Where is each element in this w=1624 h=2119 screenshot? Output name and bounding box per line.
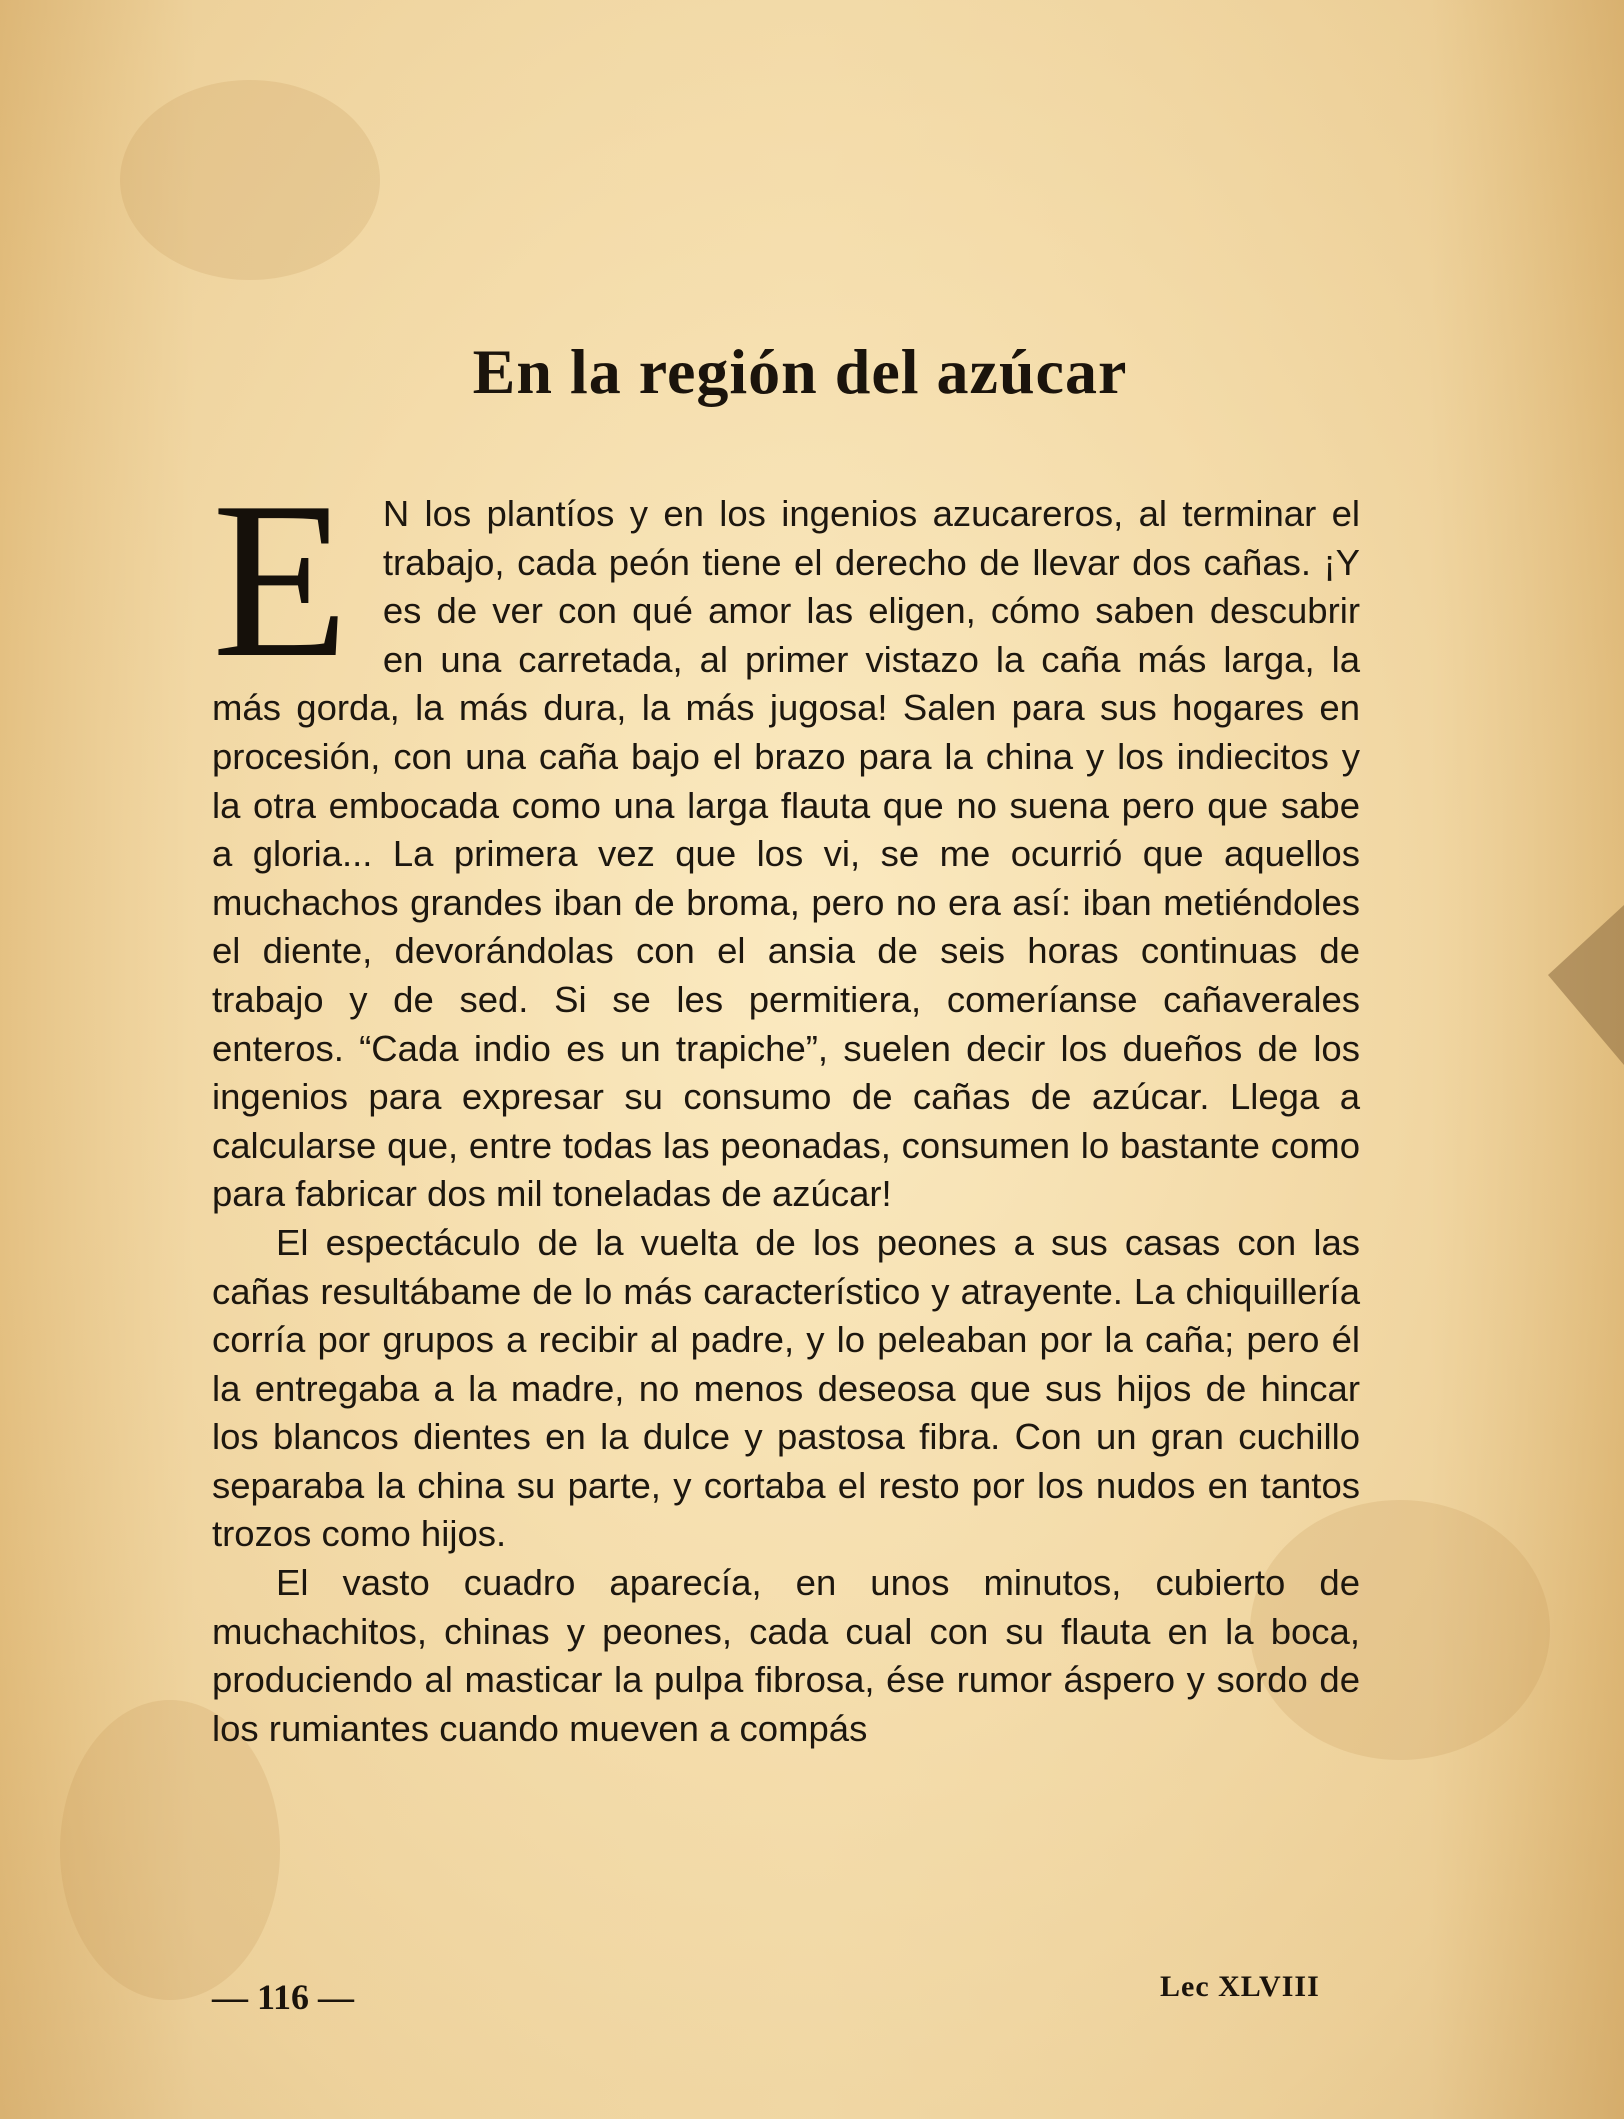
torn-edge: [1548, 905, 1624, 1065]
page-title: En la región del azúcar: [472, 336, 1128, 407]
paragraph-text: N los plantíos y en los ingenios azucareros, al terminar el trabajo, cada peón tiene el derecho de llevar dos cañas. ¡Y es de ver con qué amor las eligen, cómo saben descubrir en una carretada, al primer vistazo la caña más larga, la más gorda, la más dura, la más jugosa! Salen para sus hogares en procesión, con una caña bajo el brazo para la china y los indiecitos y la otra embocada como una larga flauta que no suena pero que sabe a gloria... La primera vez que los vi, se me ocurrió que aquellos muchachos grandes iban de broma, pero no era así: iban metiéndoles el diente, devorándolas con el ansia de seis horas continuas de trabajo y de sed. Si se les permitiera, comeríanse cañaverales enteros. “Cada indio es un trapiche”, suelen decir los dueños de los ingenios para expresar su consumo de cañas de azúcar. Llega a calcularse que, entre todas las peonadas, consumen lo bastante como para fabricar dos mil toneladas de azúcar!: [212, 493, 1360, 1215]
paragraph: El espectáculo de la vuelta de los peones a sus casas con las cañas resultábame de lo más característico y atrayente. La chiquillería corría por grupos a recibir al padre, y lo peleaban por la caña; pero él la entregaba a la madre, no menos deseosa que sus hijos de hincar los blancos dientes en la dulce y pastosa fibra. Con un gran cuchillo separaba la china su parte, y cortaba el resto por los nudos en tantos trozos como hijos.: [212, 1221, 1360, 1555]
paragraph: [212, 456, 1360, 1219]
drop-cap: E: [212, 456, 349, 704]
page-number: — 116 —: [212, 1977, 355, 2017]
body-text: [212, 456, 1360, 1753]
lesson-label: Lec XLVIII: [1160, 1970, 1320, 2003]
paper-stain: [120, 80, 380, 280]
paragraph: El vasto cuadro aparecía, en unos minutos, cubierto de muchachitos, chinas y peones, cada cual con su flauta en la boca, produciendo al masticar la pulpa fibrosa, ése rumor áspero y sordo de los rumiantes cuando mueven a compás: [212, 1562, 1360, 1749]
